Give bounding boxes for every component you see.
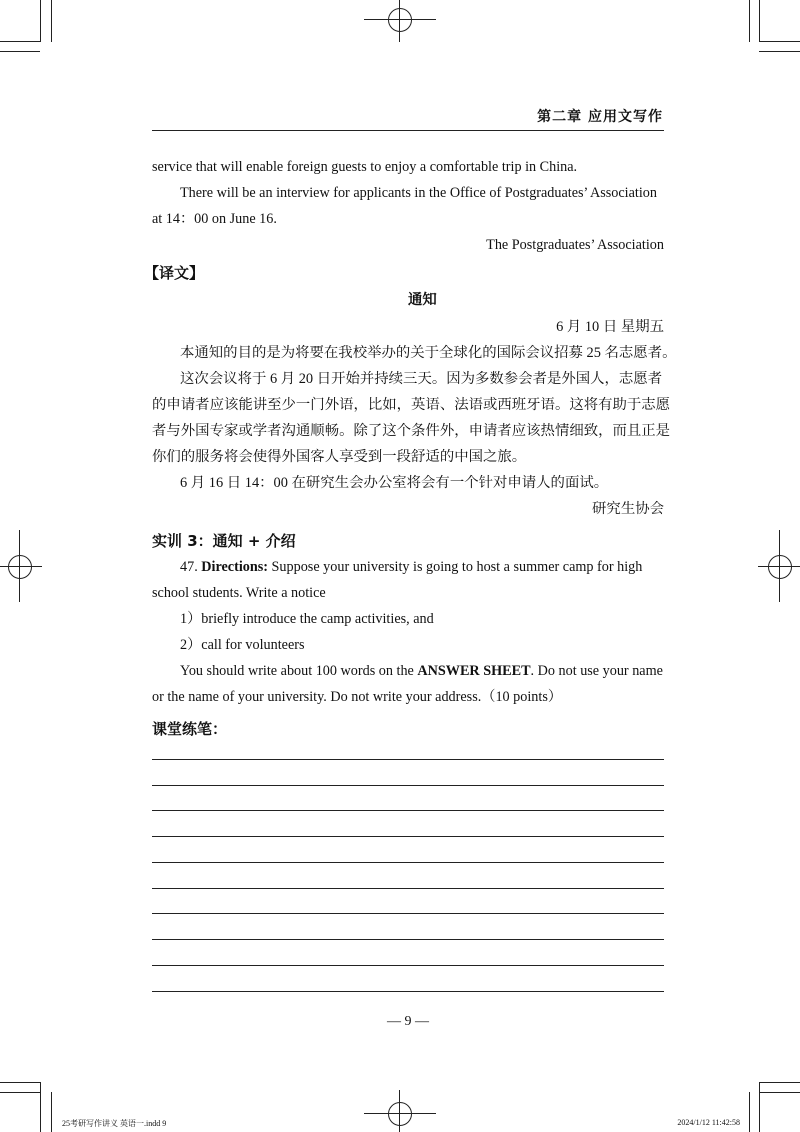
translation-line: 这次会议将于 6 月 20 日开始并持续三天。因为多数参会者是外国人，志愿者 <box>180 371 663 387</box>
translation-line: 者与外国专家或学者沟通顺畅。除了这个条件外，申请者应该热情细致，而且正是 <box>152 423 671 439</box>
directions-text: Suppose your university is going to host a summer camp for high <box>268 559 643 575</box>
translation-line: 本通知的目的是为将要在我校举办的关于全球化的国际会议招募 25 名志愿者。 <box>180 345 677 361</box>
slug-filename: 25考研写作讲义 英语一.indd 9 <box>62 1119 167 1128</box>
instruction-text: You should write about 100 words on the <box>180 663 418 679</box>
header-rule <box>152 130 664 131</box>
exercise-directions-line <box>180 554 642 580</box>
exercise-heading: 实训 3：通知 + 介绍 <box>152 532 296 550</box>
exercise-line-2: school students. Write a notice <box>152 585 326 601</box>
writing-line <box>152 939 664 940</box>
slug-timestamp: 2024/1/12 11:42:58 <box>677 1118 740 1127</box>
writing-line <box>152 836 664 837</box>
question-number: 47. <box>180 559 198 575</box>
page-number: — 9 — <box>387 1014 429 1029</box>
exercise-line-5 <box>180 658 663 684</box>
writing-line <box>152 991 664 992</box>
practice-label: 课堂练笔： <box>152 720 228 738</box>
translation-line: 你们的服务将会使得外国客人享受到一段舒适的中国之旅。 <box>152 449 527 465</box>
writing-line <box>152 759 664 760</box>
instruction-text: . Do not use your name <box>530 663 663 679</box>
writing-line <box>152 888 664 889</box>
exercise-line-6: or the name of your university. Do not write your address.（10 points） <box>152 689 563 705</box>
translation-heading: 【译文】 <box>144 264 205 282</box>
exercise-item-2: 2）call for volunteers <box>180 637 305 653</box>
directions-label: Directions: <box>201 559 268 575</box>
translation-line: 的申请者应该能讲至少一门外语，比如，英语、法语或西班牙语。这将有助于志愿 <box>152 397 671 413</box>
translation-title: 通知 <box>408 292 437 308</box>
running-head: 第二章 应用文写作 <box>537 109 663 125</box>
answer-sheet-label: ANSWER SHEET <box>417 663 531 679</box>
translation-signature: 研究生协会 <box>592 501 664 517</box>
translation-line: 6 月 16 日 14：00 在研究生会办公室将会有一个针对申请人的面试。 <box>180 475 609 491</box>
writing-line <box>152 810 664 811</box>
sample-line-2: There will be an interview for applicants in the Office of Postgraduates’ Association <box>180 185 657 201</box>
translation-date: 6 月 10 日 星期五 <box>556 319 664 335</box>
exercise-item-1: 1）briefly introduce the camp activities, and <box>180 611 434 627</box>
writing-line <box>152 785 664 786</box>
writing-line <box>152 965 664 966</box>
sample-line-1: service that will enable foreign guests to enjoy a comfortable trip in China. <box>152 159 578 175</box>
sample-signature: The Postgraduates’ Association <box>486 237 664 253</box>
sample-line-3: at 14：00 on June 16. <box>152 211 277 227</box>
writing-line <box>152 862 664 863</box>
writing-line <box>152 913 664 914</box>
